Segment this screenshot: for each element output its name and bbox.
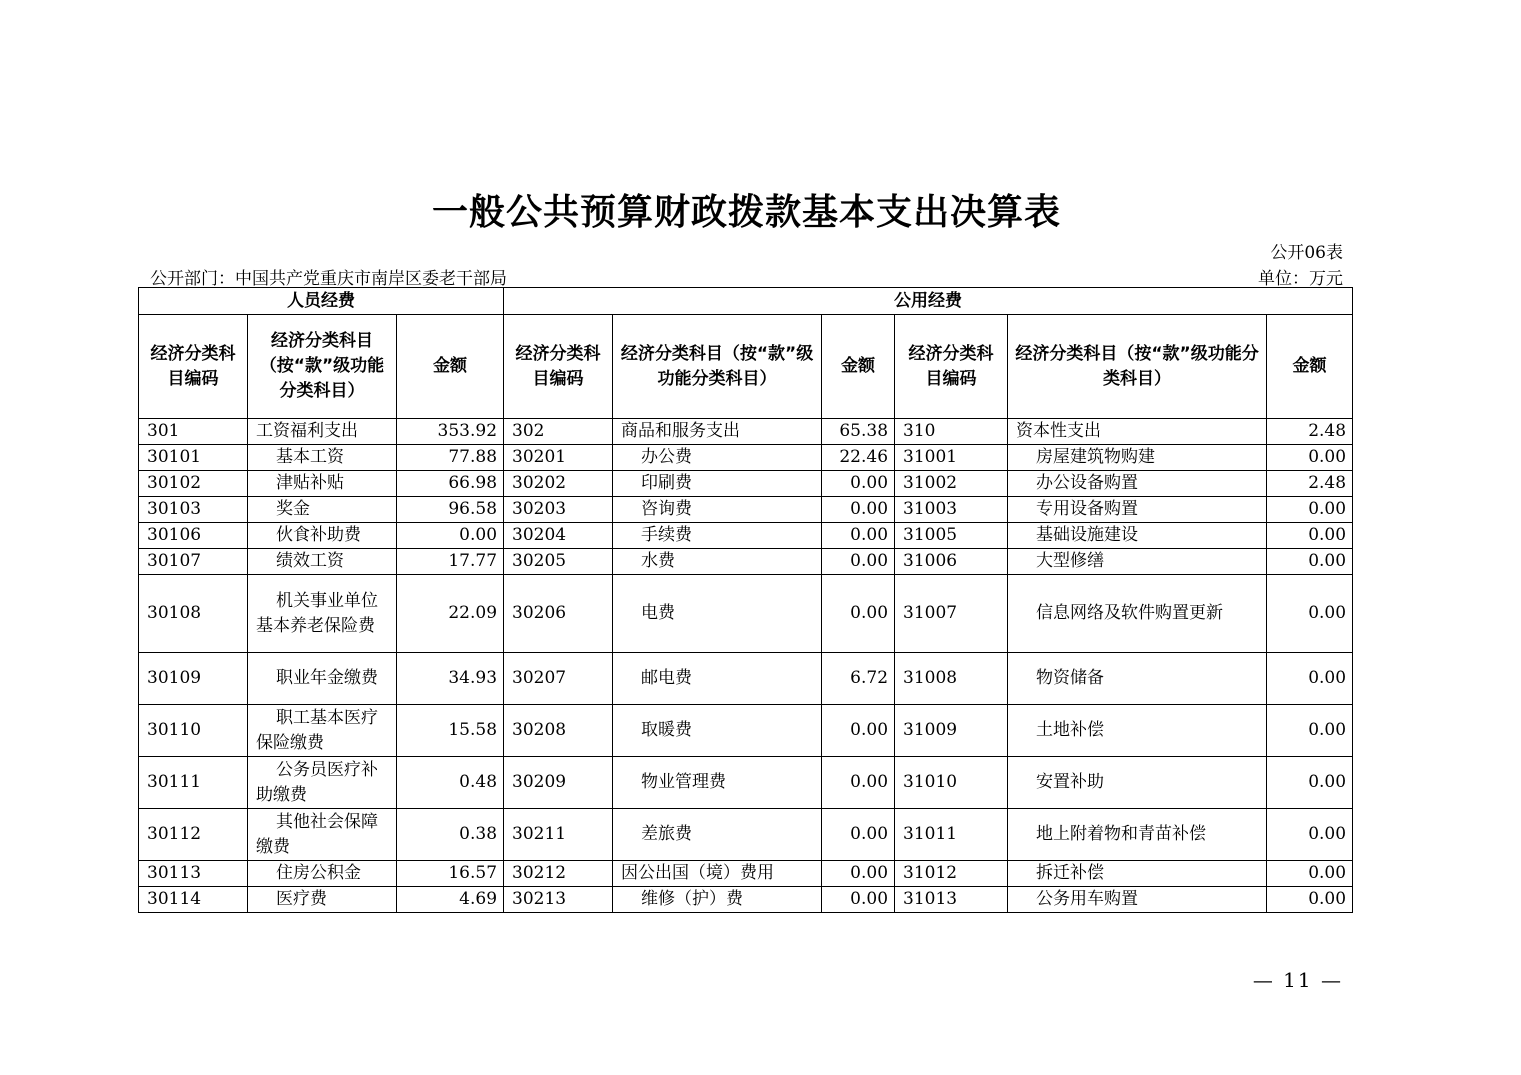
table-row xyxy=(139,523,1353,549)
amount-cell: 0.00 xyxy=(822,757,895,809)
table-row xyxy=(139,549,1353,575)
table-row xyxy=(139,861,1353,887)
amount-cell: 0.00 xyxy=(1267,575,1353,653)
col-header-amount: 金额 xyxy=(397,315,504,419)
name-cell: 办公费 xyxy=(613,445,822,471)
amount-cell: 0.00 xyxy=(1267,705,1353,757)
amount-cell: 353.92 xyxy=(397,419,504,445)
amount-cell: 17.77 xyxy=(397,549,504,575)
col-header-name: 经济分类科目（按“款”级功能分类科目） xyxy=(1008,315,1267,419)
table-row xyxy=(139,809,1353,861)
code-cell: 31011 xyxy=(895,809,1008,861)
amount-cell: 0.00 xyxy=(1267,549,1353,575)
code-cell: 30109 xyxy=(139,653,248,705)
code-cell: 30107 xyxy=(139,549,248,575)
amount-cell: 22.09 xyxy=(397,575,504,653)
code-cell: 31001 xyxy=(895,445,1008,471)
name-cell: 因公出国（境）费用 xyxy=(613,861,822,887)
code-cell: 30201 xyxy=(504,445,613,471)
name-cell: 津贴补贴 xyxy=(248,471,397,497)
amount-cell: 0.00 xyxy=(1267,887,1353,913)
name-cell: 取暖费 xyxy=(613,705,822,757)
code-cell: 310 xyxy=(895,419,1008,445)
code-cell: 302 xyxy=(504,419,613,445)
amount-cell: 0.00 xyxy=(1267,445,1353,471)
code-cell: 31013 xyxy=(895,887,1008,913)
code-cell: 30114 xyxy=(139,887,248,913)
amount-cell: 0.00 xyxy=(822,887,895,913)
code-cell: 31008 xyxy=(895,653,1008,705)
code-cell: 30203 xyxy=(504,497,613,523)
group-header-personnel: 人员经费 xyxy=(139,288,504,315)
col-header-name: 经济分类科目（按“款”级功能分类科目） xyxy=(248,315,397,419)
page-title: 一般公共预算财政拨款基本支出决算表 xyxy=(431,192,1061,233)
table-row xyxy=(139,445,1353,471)
name-cell: 伙食补助费 xyxy=(248,523,397,549)
name-cell: 房屋建筑物购建 xyxy=(1008,445,1267,471)
amount-cell: 0.00 xyxy=(822,861,895,887)
name-cell: 医疗费 xyxy=(248,887,397,913)
name-cell: 专用设备购置 xyxy=(1008,497,1267,523)
amount-cell: 16.57 xyxy=(397,861,504,887)
amount-cell: 6.72 xyxy=(822,653,895,705)
code-cell: 31009 xyxy=(895,705,1008,757)
table-row xyxy=(139,757,1353,809)
name-cell: 机关事业单位基本养老保险费 xyxy=(248,575,397,653)
code-cell: 301 xyxy=(139,419,248,445)
table-row xyxy=(139,887,1353,913)
name-cell: 公务用车购置 xyxy=(1008,887,1267,913)
amount-cell: 0.00 xyxy=(1267,653,1353,705)
code-cell: 30202 xyxy=(504,471,613,497)
name-cell: 公务员医疗补助缴费 xyxy=(248,757,397,809)
amount-cell: 0.00 xyxy=(1267,809,1353,861)
code-cell: 30212 xyxy=(504,861,613,887)
amount-cell: 0.00 xyxy=(822,705,895,757)
code-cell: 30206 xyxy=(504,575,613,653)
name-cell: 其他社会保障缴费 xyxy=(248,809,397,861)
name-cell: 住房公积金 xyxy=(248,861,397,887)
amount-cell: 65.38 xyxy=(822,419,895,445)
code-cell: 30111 xyxy=(139,757,248,809)
code-cell: 30106 xyxy=(139,523,248,549)
table-row xyxy=(139,419,1353,445)
code-cell: 30112 xyxy=(139,809,248,861)
code-cell: 30208 xyxy=(504,705,613,757)
amount-cell: 77.88 xyxy=(397,445,504,471)
amount-cell: 0.00 xyxy=(1267,861,1353,887)
code-cell: 30209 xyxy=(504,757,613,809)
code-cell: 30207 xyxy=(504,653,613,705)
name-cell: 土地补偿 xyxy=(1008,705,1267,757)
col-header-code: 经济分类科目编码 xyxy=(139,315,248,419)
code-cell: 31010 xyxy=(895,757,1008,809)
code-cell: 31006 xyxy=(895,549,1008,575)
department-label: 公开部门：中国共产党重庆市南岸区委老干部局 xyxy=(150,269,507,289)
name-cell: 手续费 xyxy=(613,523,822,549)
code-cell: 30101 xyxy=(139,445,248,471)
amount-cell: 0.00 xyxy=(822,809,895,861)
amount-cell: 0.00 xyxy=(822,575,895,653)
col-header-amount: 金额 xyxy=(822,315,895,419)
name-cell: 绩效工资 xyxy=(248,549,397,575)
name-cell: 咨询费 xyxy=(613,497,822,523)
page-number: — 11 — xyxy=(1252,968,1343,992)
code-cell: 31002 xyxy=(895,471,1008,497)
table-row xyxy=(139,497,1353,523)
form-number: 公开06表 xyxy=(1270,243,1343,263)
name-cell: 职工基本医疗保险缴费 xyxy=(248,705,397,757)
code-cell: 31005 xyxy=(895,523,1008,549)
name-cell: 资本性支出 xyxy=(1008,419,1267,445)
code-cell: 30103 xyxy=(139,497,248,523)
table-row xyxy=(139,653,1353,705)
name-cell: 办公设备购置 xyxy=(1008,471,1267,497)
name-cell: 差旅费 xyxy=(613,809,822,861)
expenditure-table xyxy=(138,287,1353,913)
amount-cell: 66.98 xyxy=(397,471,504,497)
name-cell: 大型修缮 xyxy=(1008,549,1267,575)
table-row xyxy=(139,575,1353,653)
col-header-amount: 金额 xyxy=(1267,315,1353,419)
amount-cell: 0.38 xyxy=(397,809,504,861)
amount-cell: 4.69 xyxy=(397,887,504,913)
name-cell: 物资储备 xyxy=(1008,653,1267,705)
amount-cell: 0.00 xyxy=(822,523,895,549)
name-cell: 信息网络及软件购置更新 xyxy=(1008,575,1267,653)
amount-cell: 22.46 xyxy=(822,445,895,471)
name-cell: 职业年金缴费 xyxy=(248,653,397,705)
amount-cell: 2.48 xyxy=(1267,419,1353,445)
code-cell: 30213 xyxy=(504,887,613,913)
code-cell: 30108 xyxy=(139,575,248,653)
code-cell: 31003 xyxy=(895,497,1008,523)
code-cell: 31007 xyxy=(895,575,1008,653)
name-cell: 工资福利支出 xyxy=(248,419,397,445)
amount-cell: 0.00 xyxy=(397,523,504,549)
name-cell: 拆迁补偿 xyxy=(1008,861,1267,887)
name-cell: 奖金 xyxy=(248,497,397,523)
name-cell: 地上附着物和青苗补偿 xyxy=(1008,809,1267,861)
group-header-public: 公用经费 xyxy=(504,288,1353,315)
code-cell: 30102 xyxy=(139,471,248,497)
name-cell: 电费 xyxy=(613,575,822,653)
code-cell: 30113 xyxy=(139,861,248,887)
col-header-code: 经济分类科目编码 xyxy=(504,315,613,419)
code-cell: 31012 xyxy=(895,861,1008,887)
table-row xyxy=(139,471,1353,497)
unit-label: 单位：万元 xyxy=(1258,269,1343,289)
code-cell: 30204 xyxy=(504,523,613,549)
amount-cell: 96.58 xyxy=(397,497,504,523)
code-cell: 30211 xyxy=(504,809,613,861)
amount-cell: 0.00 xyxy=(1267,757,1353,809)
amount-cell: 0.00 xyxy=(1267,497,1353,523)
amount-cell: 0.48 xyxy=(397,757,504,809)
name-cell: 商品和服务支出 xyxy=(613,419,822,445)
col-header-code: 经济分类科目编码 xyxy=(895,315,1008,419)
amount-cell: 2.48 xyxy=(1267,471,1353,497)
amount-cell: 0.00 xyxy=(822,549,895,575)
amount-cell: 0.00 xyxy=(822,497,895,523)
table-row xyxy=(139,705,1353,757)
name-cell: 水费 xyxy=(613,549,822,575)
amount-cell: 0.00 xyxy=(822,471,895,497)
name-cell: 印刷费 xyxy=(613,471,822,497)
name-cell: 基本工资 xyxy=(248,445,397,471)
code-cell: 30110 xyxy=(139,705,248,757)
amount-cell: 15.58 xyxy=(397,705,504,757)
name-cell: 邮电费 xyxy=(613,653,822,705)
name-cell: 基础设施建设 xyxy=(1008,523,1267,549)
amount-cell: 34.93 xyxy=(397,653,504,705)
name-cell: 安置补助 xyxy=(1008,757,1267,809)
name-cell: 物业管理费 xyxy=(613,757,822,809)
name-cell: 维修（护）费 xyxy=(613,887,822,913)
amount-cell: 0.00 xyxy=(1267,523,1353,549)
col-header-name: 经济分类科目（按“款”级功能分类科目） xyxy=(613,315,822,419)
code-cell: 30205 xyxy=(504,549,613,575)
